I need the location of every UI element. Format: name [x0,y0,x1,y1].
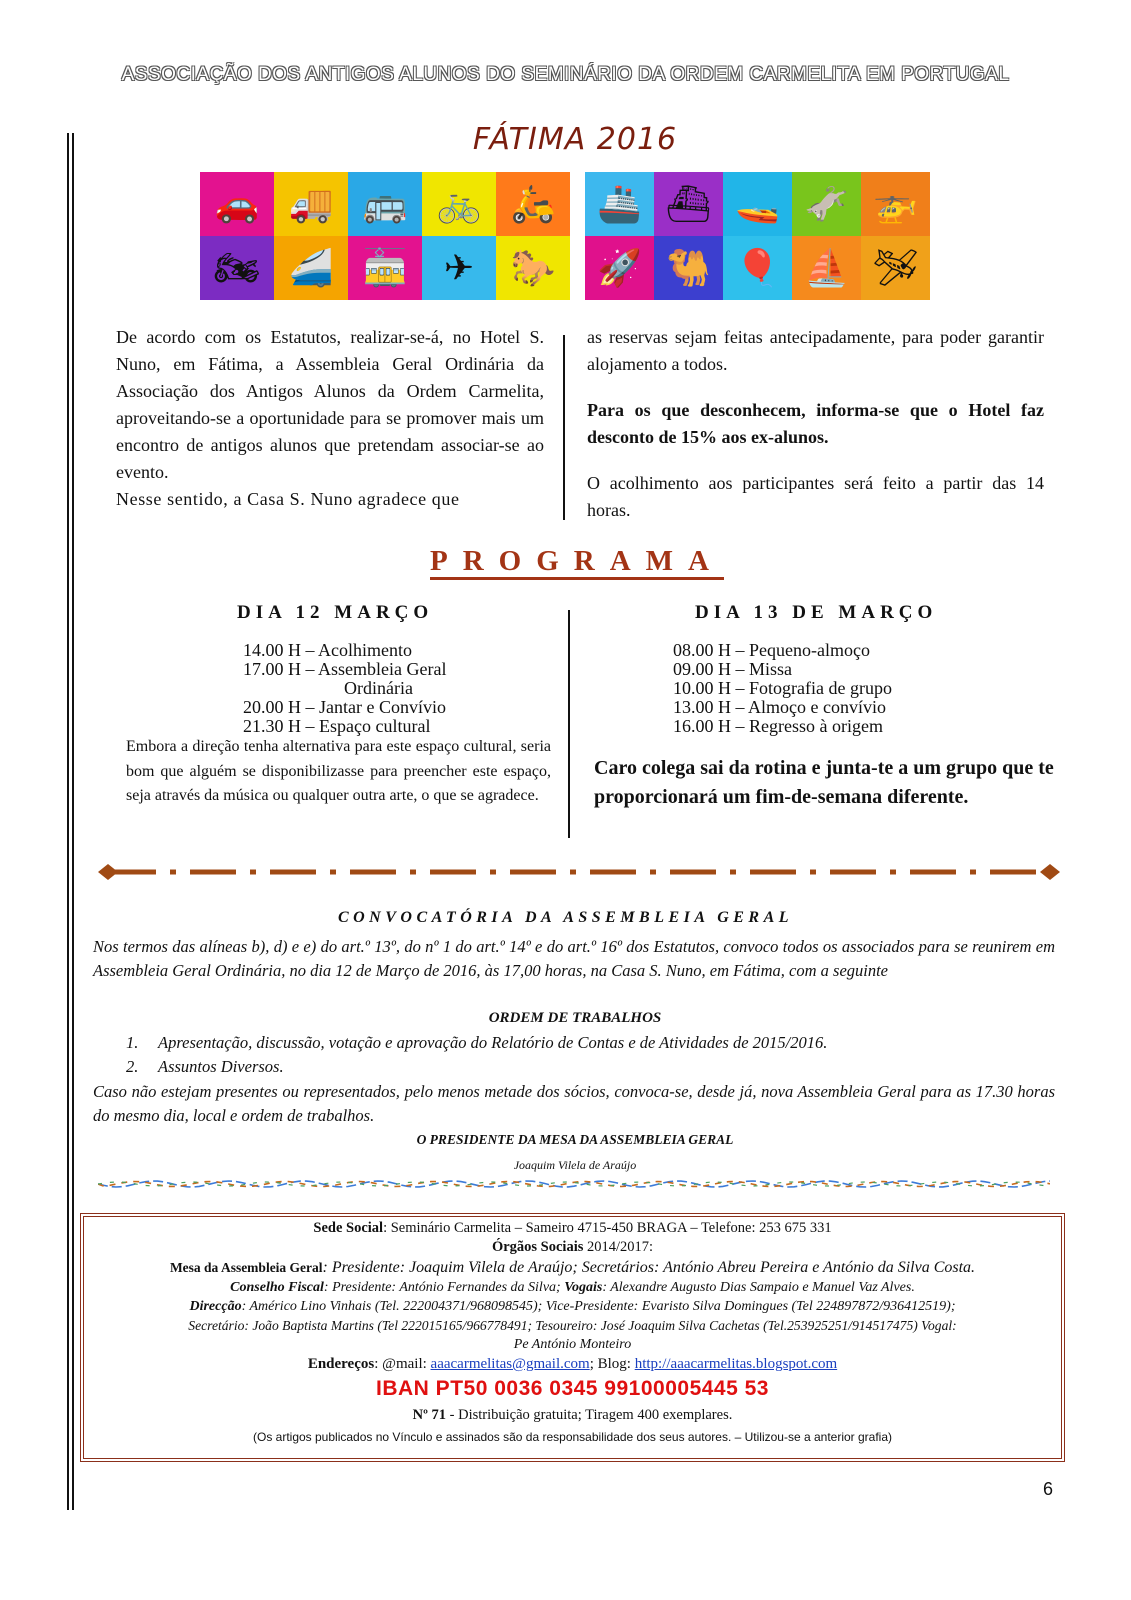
submarine-icon: 🚤 [723,172,792,236]
decorative-wave-line [98,1176,1050,1192]
footer-vogal-line: Pe António Monteiro [513,1337,632,1352]
program-divider [568,610,570,838]
signature-title: O PRESIDENTE DA MESA DA ASSEMBLEIA GERAL [416,1132,734,1147]
schedule-item: 16.00 H – Regresso à origem [673,716,883,736]
bus-icon: 🚌 [348,172,422,236]
agenda-item [126,1031,1055,1055]
schedule-item: 09.00 H – Missa [673,659,793,679]
intro-paragraph-continuation: Nesse sentido, a Casa S. Nuno agradece que [116,489,460,509]
bicycle-icon: 🚲 [422,172,496,236]
column-divider [563,335,565,520]
blog-prefix: ; Blog: [589,1356,635,1372]
airplane-icon: ✈ [422,236,496,300]
tram-icon: 🚋 [348,236,422,300]
horse-icon: 🐎 [496,236,570,300]
blog-link[interactable]: http://aaacarmelitas.blogspot.com [634,1356,838,1372]
footer-mesa-line [84,1259,1061,1277]
schedule-item: 21.30 H – Espaço cultural [243,716,431,736]
agenda-item [126,1055,1055,1079]
email-link[interactable]: aaacarmelitas@gmail.com [430,1356,590,1372]
convocatoria-heading: CONVOCATÓRIA DA ASSEMBLEIA GERAL [337,909,794,926]
orgaos-text: 2014/2017: [583,1239,654,1255]
day1-note: Embora a direção tenha alternativa para este espaço cultural, seria bom que alguém se disponibilizasse para preencher este espaço, seja através da música ou qualquer outra arte, o que se agradece. [126,738,551,804]
mail-prefix: : @mail: [374,1356,431,1372]
sede-text: : Seminário Carmelita – Sameiro 4715-450 BRAGA – Telefone: 253 675 331 [383,1220,832,1236]
page-number: 6 [1043,1479,1054,1499]
transport-mosaic-right [585,172,930,300]
donkey-icon: 🫏 [792,172,861,236]
enderecos-label: Endereços [307,1356,375,1372]
day1-heading: DIA 12 MARÇO [237,602,434,623]
footer-direccao-line [84,1299,1061,1315]
iban-line: IBAN PT50 0036 0345 99100005445 53 [376,1377,769,1400]
welcome-paragraph: O acolhimento aos participantes será feito a partir das 14 horas. [587,473,1044,520]
day2-schedule [673,641,892,736]
agenda-list [126,1031,1055,1079]
mesa-text: : Presidente: Joaquim Vilela de Araújo; Secretários: António Abreu Pereira e António da Silva Costa. [322,1259,976,1276]
hot-air-balloon-icon: 🎈 [723,236,792,300]
fiscal-text: : Presidente: António Fernandes da Silva; [323,1280,565,1295]
transport-mosaic-left [200,172,570,300]
convocatoria-intro: Nos termos das alíneas b), d) e e) do art.º 13º, do nº 1 do art.º 14º e do art.º 16º dos Estatutos, convoco todos os associados para se reunirem em Assembleia Geral Ordinária, no dia 12 de Março de 2016, às 17,00 horas, na Casa S. Nuno, em Fátima, com a seguinte [93,937,1055,980]
left-margin-rule [72,133,74,1510]
scooter-icon: 🛵 [496,172,570,236]
sailboat-icon: ⛵ [792,236,861,300]
helicopter-icon: 🚁 [861,172,930,236]
vogais-label: Vogais [564,1280,603,1295]
footer-orgaos-line [84,1239,1061,1256]
schedule-item: 20.00 H – Jantar e Convívio [243,697,446,717]
fiscal-label: Conselho Fiscal [230,1280,324,1295]
cruise-ship-icon: 🚢 [585,172,654,236]
rocket-icon: 🚀 [585,236,654,300]
sede-label: Sede Social [313,1220,384,1236]
distribution-text: - Distribuição gratuita; Tiragem 400 exemplares. [446,1407,733,1423]
decorative-divider [96,860,1062,884]
reservation-paragraph: as reservas sejam feitas antecipadamente, para poder garantir alojamento a todos. [587,327,1044,374]
train-icon: 🚄 [274,236,348,300]
direccao-text: : Américo Lino Vinhais (Tel. 222004371/968098545); Vice-Presidente: Evaristo Silva Domingues (Tel 224897872/936412519); [241,1299,956,1314]
schedule-item: 08.00 H – Pequeno-almoço [673,640,870,660]
footer-numero-line [84,1407,1061,1424]
day1-schedule [243,641,446,736]
discount-paragraph: Para os que desconhecem, informa-se que o Hotel faz desconto de 15% aos ex-alunos. [587,400,1044,447]
page-title: FÁTIMA 2016 [472,122,678,157]
cargo-ship-icon: ⛴ [654,172,723,236]
agenda-item-text: Apresentação, discussão, votação e aprovação do Relatório de Contas e de Atividades de 2015/2016. [158,1033,828,1052]
agenda-heading: ORDEM DE TRABALHOS [488,1010,662,1026]
footer-disclaimer: (Os artigos publicados no Vínculo e assinados são da responsabilidade dos seus autores. – Utilizou-se a anterior grafia) [252,1430,893,1444]
vogais-text: : Alexandre Augusto Dias Sampaio e Manuel Vaz Alves. [602,1280,915,1295]
footer-fiscal-line [84,1280,1061,1296]
truck-icon: 🚚 [274,172,348,236]
intro-left-column [116,324,544,513]
footer-secretario-line: Secretário: João Baptista Martins (Tel 222015165/966778491; Tesoureiro: José Joaquim Silva Cachetas (Tel.253925251/914517475) Vogal: [188,1318,957,1333]
day2-invitation: Caro colega sai da rotina e junta-te a um grupo que te proporcionará um fim-de-semana diferente. [594,757,1054,808]
mesa-label: Mesa da Assembleia Geral [169,1260,323,1275]
footer-enderecos-line [84,1356,1061,1373]
footer-sede-line [84,1220,1061,1237]
agenda-item-text: Assuntos Diversos. [158,1057,284,1076]
schedule-item: 10.00 H – Fotografia de grupo [673,678,892,698]
signature-name: Joaquim Vilela de Araújo [513,1158,637,1172]
schedule-item: Ordinária [344,678,413,698]
small-plane-icon: 🛩 [861,236,930,300]
motorcycle-icon: 🏍 [200,236,274,300]
intro-paragraph: De acordo com os Estatutos, realizar-se-á, no Hotel S. Nuno, em Fátima, a Assembleia Geral Ordinária da Associação dos Antigos Alunos da Ordem Carmelita, aproveitando-se a oportunidade para se promover mais um encontro de antigos alunos que pretendam associar-se ao evento. [116,327,544,482]
left-margin-rule [67,133,69,1510]
camel-icon: 🐫 [654,236,723,300]
agenda-item-number: 2. [126,1057,139,1076]
schedule-item: 14.00 H – Acolhimento [243,640,412,660]
schedule-item: 13.00 H – Almoço e convívio [673,697,886,717]
agenda-item-number: 1. [126,1033,139,1052]
organization-header: ASSOCIAÇÃO DOS ANTIGOS ALUNOS DO SEMINÁRIO DA ORDEM CARMELITA EM PORTUGAL [121,64,1010,85]
schedule-item: 17.00 H – Assembleia Geral [243,659,447,679]
direccao-label: Direcção [189,1299,242,1314]
convocatoria-closing: Caso não estejam presentes ou representados, pelo menos metade dos sócios, convoca-se, desde já, nova Assembleia Geral para as 17.30 horas do mesmo dia, local e ordem de trabalhos. [93,1082,1055,1125]
issue-number: Nº 71 [412,1407,447,1423]
programa-heading: PROGRAMA [430,545,724,580]
orgaos-label: Órgãos Sociais [491,1239,584,1255]
day2-heading: DIA 13 DE MARÇO [695,602,938,623]
intro-right-column [587,324,1044,524]
car-icon: 🚗 [200,172,274,236]
